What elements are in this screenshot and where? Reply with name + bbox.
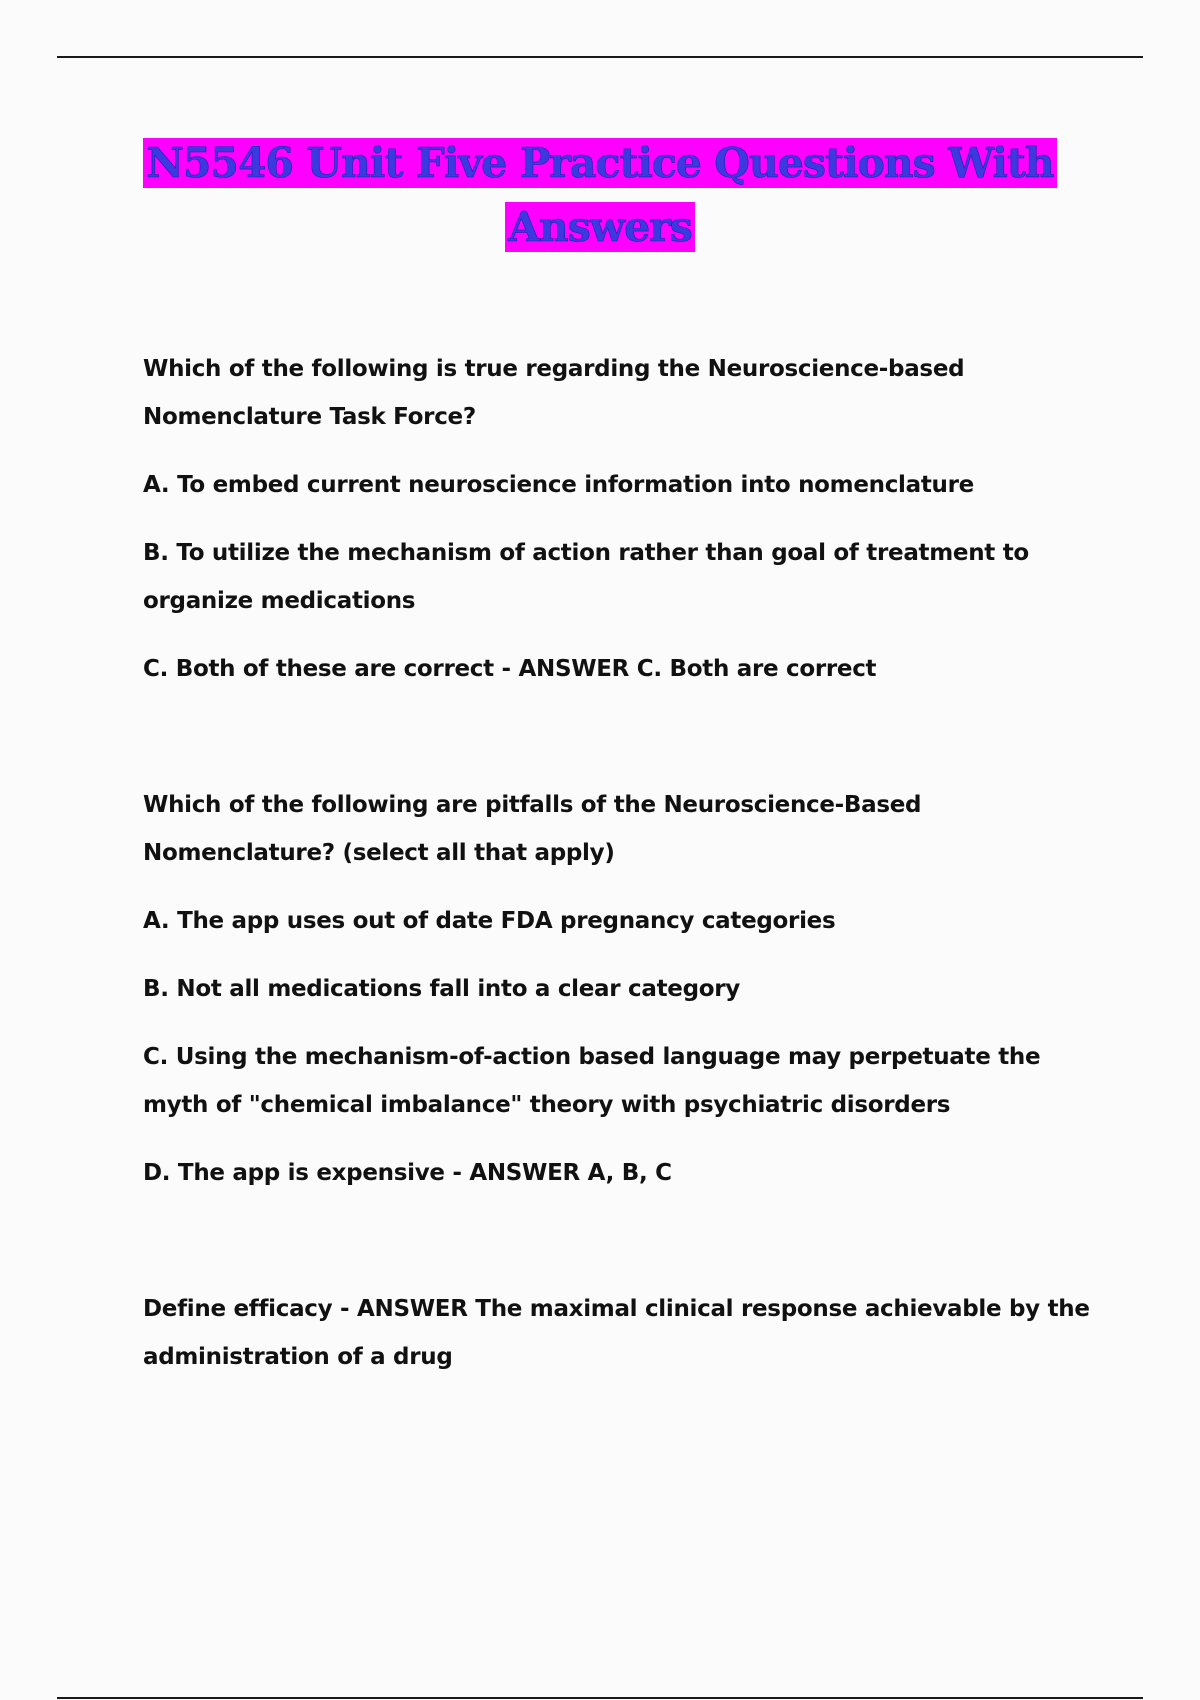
question-1-option-a: A. To embed current neuroscience information into nomenclature	[143, 472, 974, 498]
question-1-prompt: Which of the following is true regarding the Neuroscience-based Nomenclature Task Force?	[143, 356, 965, 430]
question-2-option-a: A. The app uses out of date FDA pregnancy categories	[143, 908, 836, 934]
question-1-option-c-answer: C. Both of these are correct - ANSWER C. Both are correct	[143, 656, 877, 682]
footer-rule	[57, 1697, 1143, 1699]
title-line-2: Answers	[505, 202, 695, 252]
header-rule	[57, 56, 1143, 58]
question-2-option-c: C. Using the mechanism-of-action based language may perpetuate the myth of "chemical imbalance" theory with psychiatric disorders	[143, 1044, 1041, 1118]
document-title	[100, 138, 1100, 266]
question-block-1	[143, 345, 1103, 693]
question-block-3	[143, 1285, 1103, 1381]
question-block-2	[143, 781, 1103, 1197]
question-3-prompt-answer: Define efficacy - ANSWER The maximal clinical response achievable by the administration of a drug	[143, 1296, 1090, 1370]
question-1-option-b: B. To utilize the mechanism of action rather than goal of treatment to organize medications	[143, 540, 1029, 614]
title-line-1: N5546 Unit Five Practice Questions With	[143, 138, 1056, 188]
question-2-prompt: Which of the following are pitfalls of the Neuroscience-Based Nomenclature? (select all that apply)	[143, 792, 922, 866]
question-2-option-d-answer: D. The app is expensive - ANSWER A, B, C	[143, 1160, 672, 1186]
question-2-option-b: B. Not all medications fall into a clear category	[143, 976, 740, 1002]
document-body	[143, 345, 1103, 1381]
